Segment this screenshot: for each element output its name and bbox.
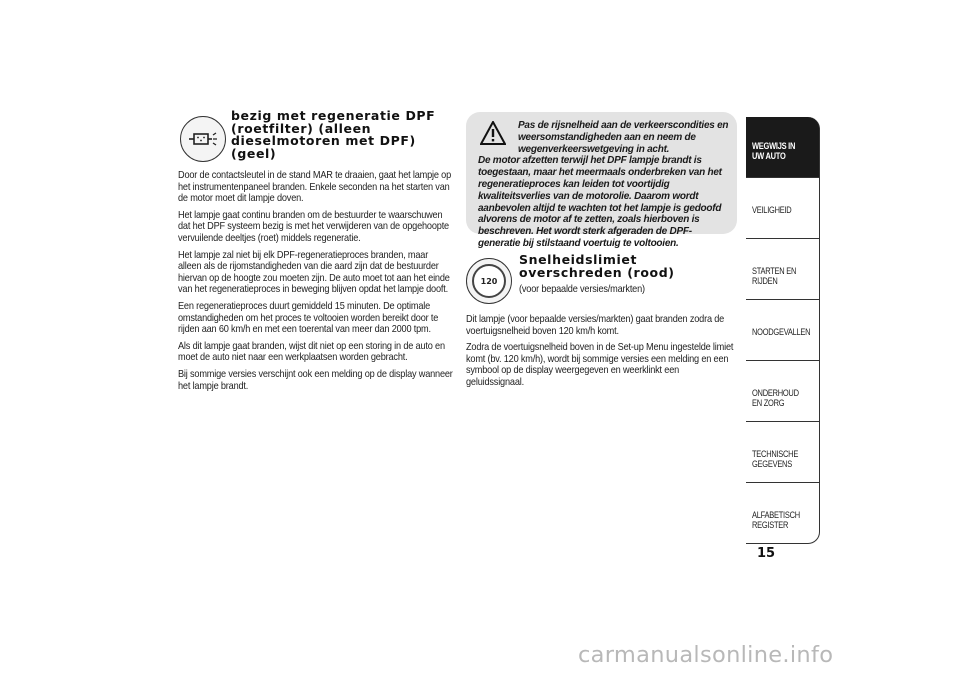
warning-text [478,120,730,250]
speed-limit-label: 120 [472,264,506,298]
tab-onderhoud-en-zorg[interactable] [746,361,820,422]
speed-limit-120-icon [466,258,512,304]
tab-label: VEILIGHEID [752,205,792,215]
dpf-paragraph: Bij sommige versies verschijnt ook een melding op de display wanneer het lampje brandt. [178,368,453,392]
speed-limit-subtitle-text: (voor bepaalde versies/markten) [519,284,645,295]
dpf-paragraph: Het lampje zal niet bij elk DPF-regeneratieproces branden, maar alleen als de rijomstandigheden van die aard zijn dat de bestuurder hiervan op de hoogte zou moeten zijn. De auto moet tot aan het einde van het regeneratieproces in beweging blijven opdat het lampje dooft. [178,249,450,296]
tab-label: WEGWIJS IN UW AUTO [752,141,796,161]
tab-noodgevallen[interactable] [746,300,820,361]
speed-limit-body [466,314,738,394]
tab-label: STARTEN EN RIJDEN [752,266,797,286]
tab-veiligheid[interactable] [746,178,820,239]
speed-paragraph: Dit lampje (voor bepaalde versies/markten) gaat branden zodra de voertuigsnelheid boven 120 km/h komt. [466,314,725,337]
tab-alfabetisch-register[interactable] [746,483,820,544]
dpf-paragraph: Een regeneratieproces duurt gemiddeld 15 minuten. De optimale omstandigheden om het proces te voltooien worden bereikt door te rijden aan 60 km/h en met een toerental van meer dan 2000 tpm. [178,300,439,336]
dpf-title: bezig met regeneratie DPF (roetfilter) (alleen dieselmotoren met DPF) (geel) [231,108,436,161]
watermark: carmanualsonline.info [578,642,834,668]
warning-text-intro: Pas de rijsnelheid aan de verkeerscondities en weersomstandigheden aan en neem de wegenverkeerswetgeving in acht. [518,120,729,155]
page-number: 15 [757,546,776,561]
tab-label: ONDERHOUD EN ZORG [752,388,799,408]
tab-label: TECHNISCHE GEGEVENS [752,449,799,469]
dpf-body [178,170,453,397]
dpf-filter-icon [180,116,226,162]
dpf-paragraph: Het lampje gaat continu branden om de bestuurder te waarschuwen dat het DPF systeem bezig is met het verwijderen van de opgehoopte vervuilende deeltjes (roet) middels regeneratie. [178,209,449,244]
warning-box [466,112,737,249]
speed-paragraph: Zodra de voertuigsnelheid boven in de Set-up Menu ingestelde limiet komt (bv. 120 km/h), wordt bij sommige versies een melding en een symbool op de display weergegeven en weerklinkt een geluidssignaal. [466,342,734,388]
tab-label: ALFABETISCH REGISTER [752,510,800,530]
tab-label: NOODGEVALLEN [752,327,811,337]
dpf-paragraph: Als dit lampje gaat branden, wijst dit niet op een storing in de auto en moet de auto niet naar een werkplaatsen worden gebracht. [178,340,445,364]
tab-technische-gegevens[interactable] [746,422,820,483]
dpf-paragraph: Door de contactsleutel in de stand MAR te draaien, gaat het lampje op het instrumentenpaneel branden. Enkele seconden na het starten van de motor moet dit lampje doven. [178,170,452,205]
chapter-tabs [746,117,820,544]
speed-limit-title: Snelheidslimiet overschreden (rood) [519,252,675,280]
speed-limit-subtitle [519,284,739,301]
tab-starten-en-rijden[interactable] [746,239,820,300]
warning-text-main: De motor afzetten terwijl het DPF lampje brandt is toegestaan, maar het meermaals onderbreken van het regeneratieproces kan leiden tot voortijdig kwaliteitsverlies van de motorolie. Daarom wordt aanbevolen altijd te wachten tot het lampje is gedoofd alvorens de motor af te zetten, zoals hierboven is beschreven. Het wordt sterk afgeraden de DPF-generatie bij stilstaand voertuig te voltooien. [478,155,722,249]
tab-wegwijs-in-uw-auto[interactable] [746,117,820,178]
